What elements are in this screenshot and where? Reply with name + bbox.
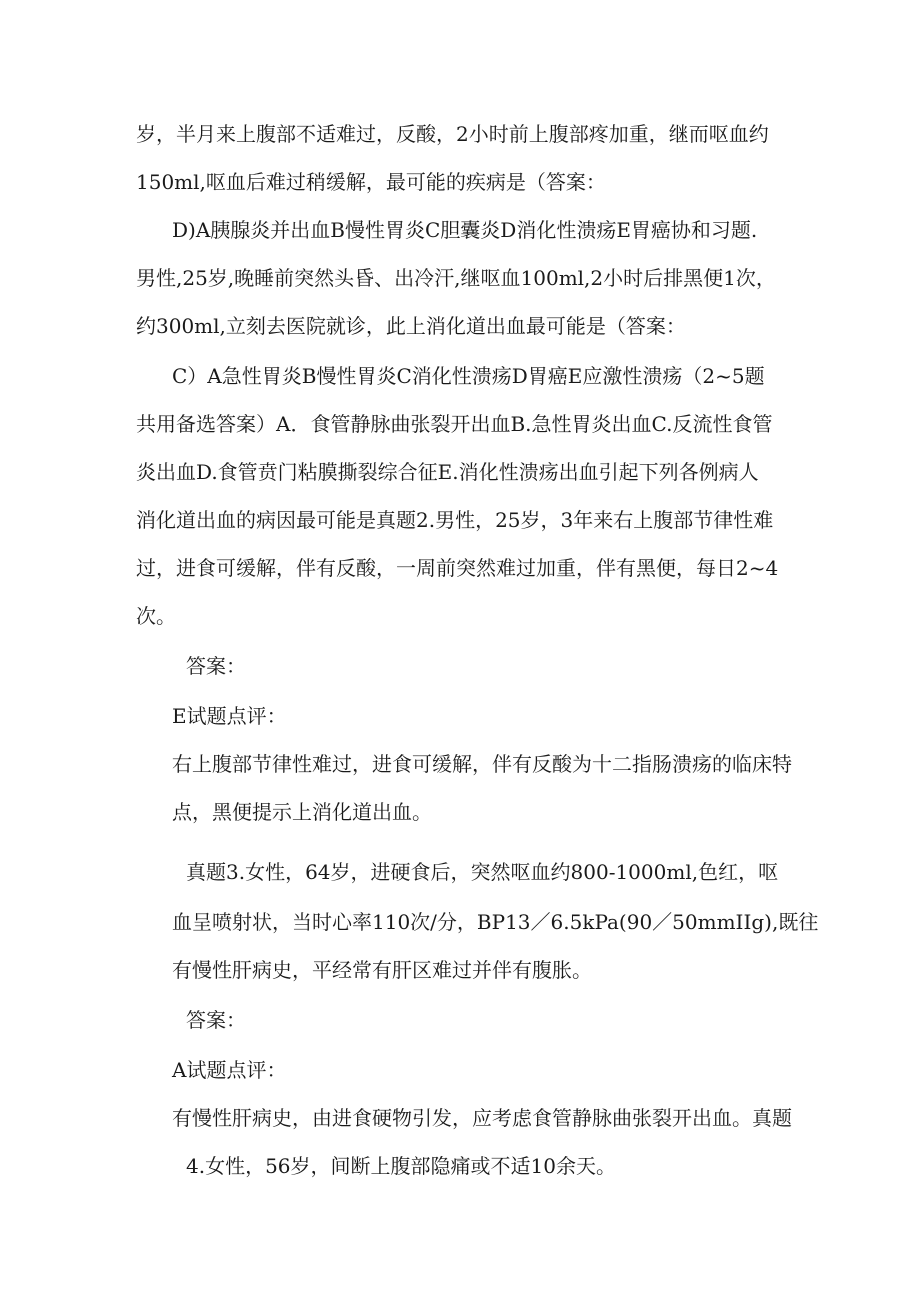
text-line-1: 岁，半月来上腹部不适难过，反酸，2小时前上腹部疼加重，继而呕血约 <box>136 122 769 146</box>
text-line-16: 真题3.女性，64岁，进硬食后，突然呕血约800-1000ml,色红，呕 <box>186 860 779 884</box>
text-line-2: 150ml,呕血后难过稍缓解，最可能的疾病是（答案： <box>136 170 606 194</box>
text-line-15: 点，黑便提示上消化道出血。 <box>172 800 432 824</box>
text-line-9: 消化道出血的病因最可能是真题2.男性，25岁，3年来右上腹部节律性难 <box>136 508 774 532</box>
text-line-8: 炎出血D.食管贲门粘膜撕裂综合征E.消化性溃疡出血引起下列各例病人 <box>136 460 759 484</box>
text-line-14: 右上腹部节律性难过，进食可缓解，伴有反酸为十二指肠溃疡的临床特 <box>172 752 792 776</box>
text-line-17: 血呈喷射状，当时心率110次/分，BP13／6.5kPa(90／50mmIIg),既往 <box>172 910 819 934</box>
text-line-3: D)A胰腺炎并出血B慢性胃炎C胆囊炎D消化性溃疡E胃癌协和习题. <box>172 218 758 242</box>
text-line-5: 约300ml,立刻去医院就诊，此上消化道出血最可能是（答案： <box>136 314 686 338</box>
text-line-10: 过，进食可缓解，伴有反酸，一周前突然难过加重，伴有黑便，每日2~4 <box>136 556 779 580</box>
text-line-4: 男性,25岁,晚睡前突然头昏、出冷汗,继呕血100ml,2小时后排黑便1次， <box>136 266 776 290</box>
answer-comment-2: A试题点评： <box>172 1058 287 1082</box>
answer-label-1: 答案： <box>186 654 246 678</box>
text-line-7: 共用备选答案）A．食管静脉曲张裂开出血B.急性胃炎出血C.反流性食管 <box>136 412 773 436</box>
answer-comment-1: E试题点评： <box>172 704 287 728</box>
text-line-6: C）A急性胃炎B慢性胃炎C消化性溃疡D胃癌E应激性溃疡（2~5题 <box>172 364 765 388</box>
answer-label-2: 答案： <box>186 1008 246 1032</box>
text-line-11: 次。 <box>136 604 176 628</box>
text-line-18: 有慢性肝病史，平经常有肝区难过并伴有腹胀。 <box>172 958 592 982</box>
text-line-21: 有慢性肝病史，由进食硬物引发，应考虑食管静脉曲张裂开出血。真题 <box>172 1106 792 1130</box>
text-line-22: 4.女性，56岁，间断上腹部隐痛或不适10余天。 <box>186 1154 616 1178</box>
